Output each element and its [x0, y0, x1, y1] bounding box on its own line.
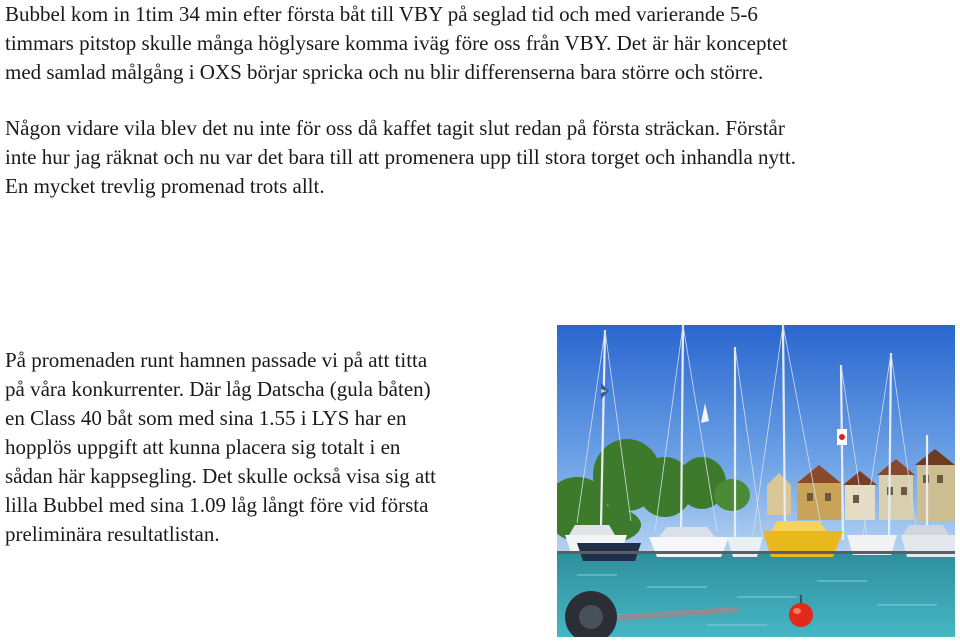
text-line: med samlad målgång i OXS börjar spricka och nu blir differenserna bara större och större.	[5, 60, 764, 84]
text-line: En mycket trevlig promenad trots allt.	[5, 174, 325, 198]
text-line: sådan här kappsegling. Det skulle också visa sig att	[5, 464, 436, 488]
text-line: på våra konkurrenter. Där låg Datscha (gula båten)	[5, 377, 431, 401]
text-line: preliminära resultatlistan.	[5, 522, 220, 546]
text-line: en Class 40 båt som med sina 1.55 i LYS har en	[5, 406, 407, 430]
quay-edge	[557, 551, 955, 554]
text-line: hopplös uppgift att kunna placera sig totalt i en	[5, 435, 401, 459]
text-line: Bubbel kom in 1tim 34 min efter första båt till VBY på seglad tid och med varierande 5-6	[5, 2, 758, 26]
text-line: Någon vidare vila blev det nu inte för oss då kaffet tagit slut redan på första sträckan. Förstår	[5, 116, 785, 140]
text-line: lilla Bubbel med sina 1.09 låg långt före vid första	[5, 493, 429, 517]
text-line: timmars pitstop skulle många höglysare komma iväg före oss från VBY. Det är här konceptet	[5, 31, 788, 55]
paragraph-intro	[5, 0, 787, 87]
paragraph-harbor	[5, 346, 436, 549]
text-line: På promenaden runt hamnen passade vi på att titta	[5, 348, 428, 372]
paragraph-coffee	[5, 114, 796, 201]
text-line: inte hur jag räknat och nu var det bara till att promenera upp till stora torget och inhandla nytt.	[5, 145, 796, 169]
harbor-photo	[557, 325, 955, 637]
